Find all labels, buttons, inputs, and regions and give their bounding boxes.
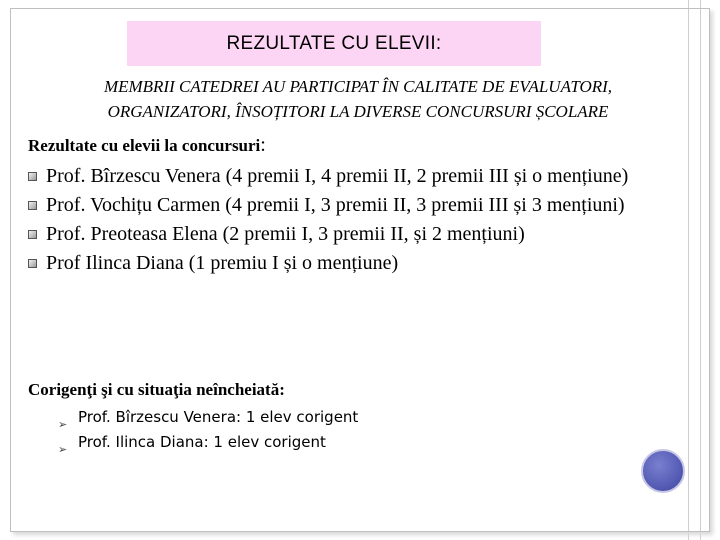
subtitle-line: MEMBRII CATEDREI AU PARTICIPAT ÎN CALITATE DE EVALUATORI, [103, 77, 613, 96]
subtitle [18, 74, 698, 124]
square-bullet-icon [28, 201, 37, 210]
subtitle-line: ORGANIZATORI, ÎNSOȚITORI LA DIVERSE CONCURSURI ȘCOLARE [107, 102, 609, 121]
list-item [58, 430, 358, 455]
contest-result-text: Prof. Preoteasa Elena (2 premii I, 3 premii II, și 2 mențiuni) [46, 223, 525, 245]
corigenti-text: Prof. Bîrzescu Venera: 1 elev corigent [78, 408, 359, 426]
corigenti-heading: Corigenţi şi cu situaţia neîncheiată: [28, 380, 285, 399]
contest-result-text: Prof. Vochițu Carmen (4 premii I, 3 premii II, 3 premii III și 3 mențiuni) [46, 194, 625, 216]
contest-result-text: Prof. Bîrzescu Venera (4 premii I, 4 premii II, 2 premii III și o mențiune) [46, 165, 629, 187]
contests-heading-text: Rezultate cu elevii la concursuri [28, 136, 261, 155]
square-bullet-icon [28, 230, 37, 239]
list-item [28, 249, 688, 277]
list-item [28, 191, 688, 219]
list-item [28, 162, 688, 190]
square-bullet-icon [28, 259, 37, 268]
contests-heading-colon: : [260, 134, 266, 156]
list-item [58, 405, 358, 430]
contest-results-list [28, 162, 688, 278]
square-bullet-icon [28, 172, 37, 181]
circle-icon [641, 449, 685, 493]
list-item [28, 220, 688, 248]
page-title: REZULTATE CU ELEVII: [226, 32, 442, 54]
arrow-bullet-icon: ➢ [58, 443, 68, 456]
arrow-bullet-icon: ➢ [58, 418, 68, 431]
contest-result-text: Prof Ilinca Diana (1 premiu I și o mențiune) [46, 252, 399, 274]
title-banner [127, 21, 541, 66]
corigenti-list [58, 405, 358, 455]
contests-heading [28, 134, 266, 157]
corigenti-text: Prof. Ilinca Diana: 1 elev corigent [78, 433, 326, 451]
